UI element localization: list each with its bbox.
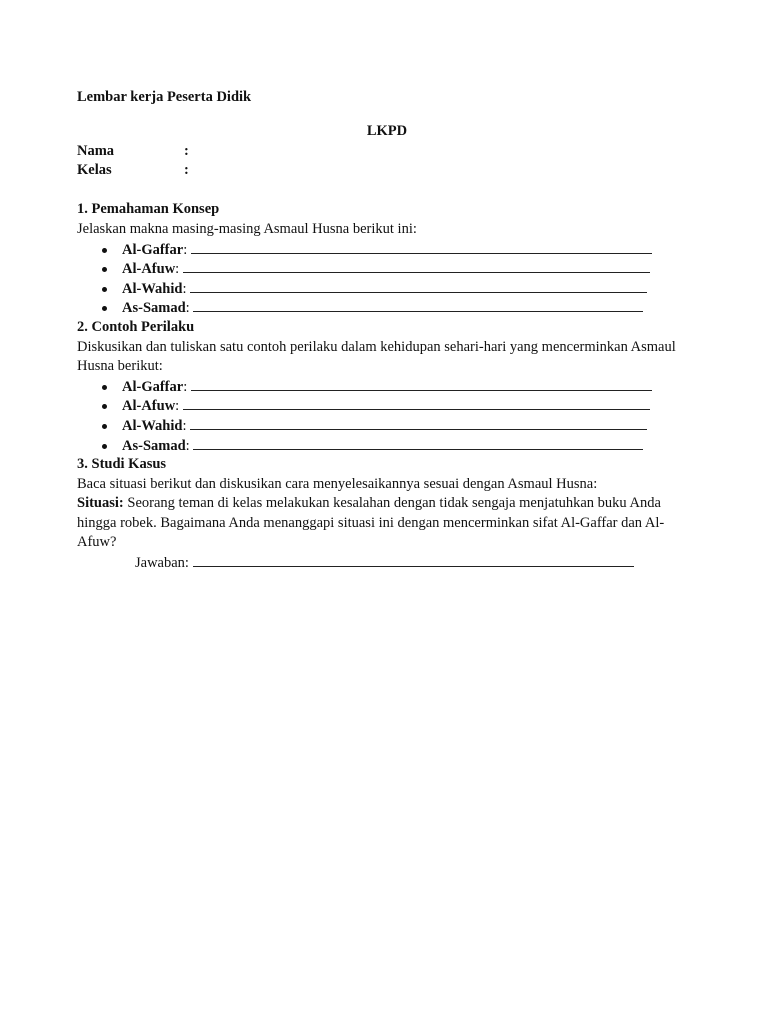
list-item [77,377,697,397]
class-field-label: Kelas [77,162,112,179]
name-field-colon: : [184,142,189,159]
section1-instruction: Jelaskan makna masing-masing Asmaul Husna berikut ini: [77,220,417,237]
item-name: Al-Afuw [122,398,176,415]
section1-list [77,240,697,318]
name-field-row [77,142,697,162]
list-item [77,416,697,436]
answer-blank-line[interactable] [183,396,650,410]
item-colon: : [183,378,188,395]
item-colon: : [175,261,180,278]
list-item [77,279,697,299]
answer-blank-line[interactable] [191,240,652,254]
item-colon: : [182,417,187,434]
answer-blank-line[interactable] [193,553,634,567]
list-item [77,259,697,279]
item-name: As-Samad [122,437,186,454]
section3-title: 3. Studi Kasus [77,456,167,473]
section2-title: 2. Contoh Perilaku [77,318,195,335]
document-header: Lembar kerja Peserta Didik [77,89,252,105]
item-name: Al-Gaffar [122,241,184,258]
name-field-label: Nama [77,142,115,159]
section2-instruction: Diskusikan dan tuliskan satu contoh perilaku dalam kehidupan sehari-hari yang mencerminkan Asmaul Husna berikut: [77,338,676,375]
item-colon: : [182,280,187,297]
situation-paragraph [77,494,697,553]
spacer [77,181,697,201]
answer-blank-line[interactable] [183,259,650,273]
answer-blank-line[interactable] [191,377,652,391]
list-item [77,240,697,260]
section3-instruction: Baca situasi berikut dan diskusikan cara menyelesaikannya sesuai dengan Asmaul Husna: [77,475,598,492]
answer-blank-line[interactable] [193,298,643,312]
item-colon: : [185,300,190,317]
item-name: Al-Wahid [122,417,183,434]
situation-text: Seorang teman di kelas melakukan kesalahan dengan tidak sengaja menjatuhkan buku Anda hingga robek. Bagaimana Anda menanggapi situasi ini dengan mencerminkan sifat Al-Gaffar dan Al-Afuw? [77,495,665,551]
answer-blank-line[interactable] [190,416,647,430]
item-name: Al-Wahid [122,280,183,297]
item-name: As-Samad [122,300,186,317]
situation-label: Situasi: [77,495,124,512]
item-colon: : [185,437,190,454]
class-field-row [77,161,697,181]
item-name: Al-Afuw [122,261,176,278]
answer-label: Jawaban: [135,555,189,572]
worksheet-page [77,88,697,574]
answer-blank-line[interactable] [193,436,643,450]
item-colon: : [175,398,180,415]
list-item [77,298,697,318]
answer-row [77,553,697,574]
section1-title: 1. Pemahaman Konsep [77,201,220,218]
document-subtitle: LKPD [366,123,408,139]
list-item [77,396,697,416]
answer-blank-line[interactable] [190,279,647,293]
section2-list [77,377,697,455]
class-field-colon: : [184,162,189,179]
list-item [77,436,697,456]
item-name: Al-Gaffar [122,378,184,395]
item-colon: : [183,241,188,258]
